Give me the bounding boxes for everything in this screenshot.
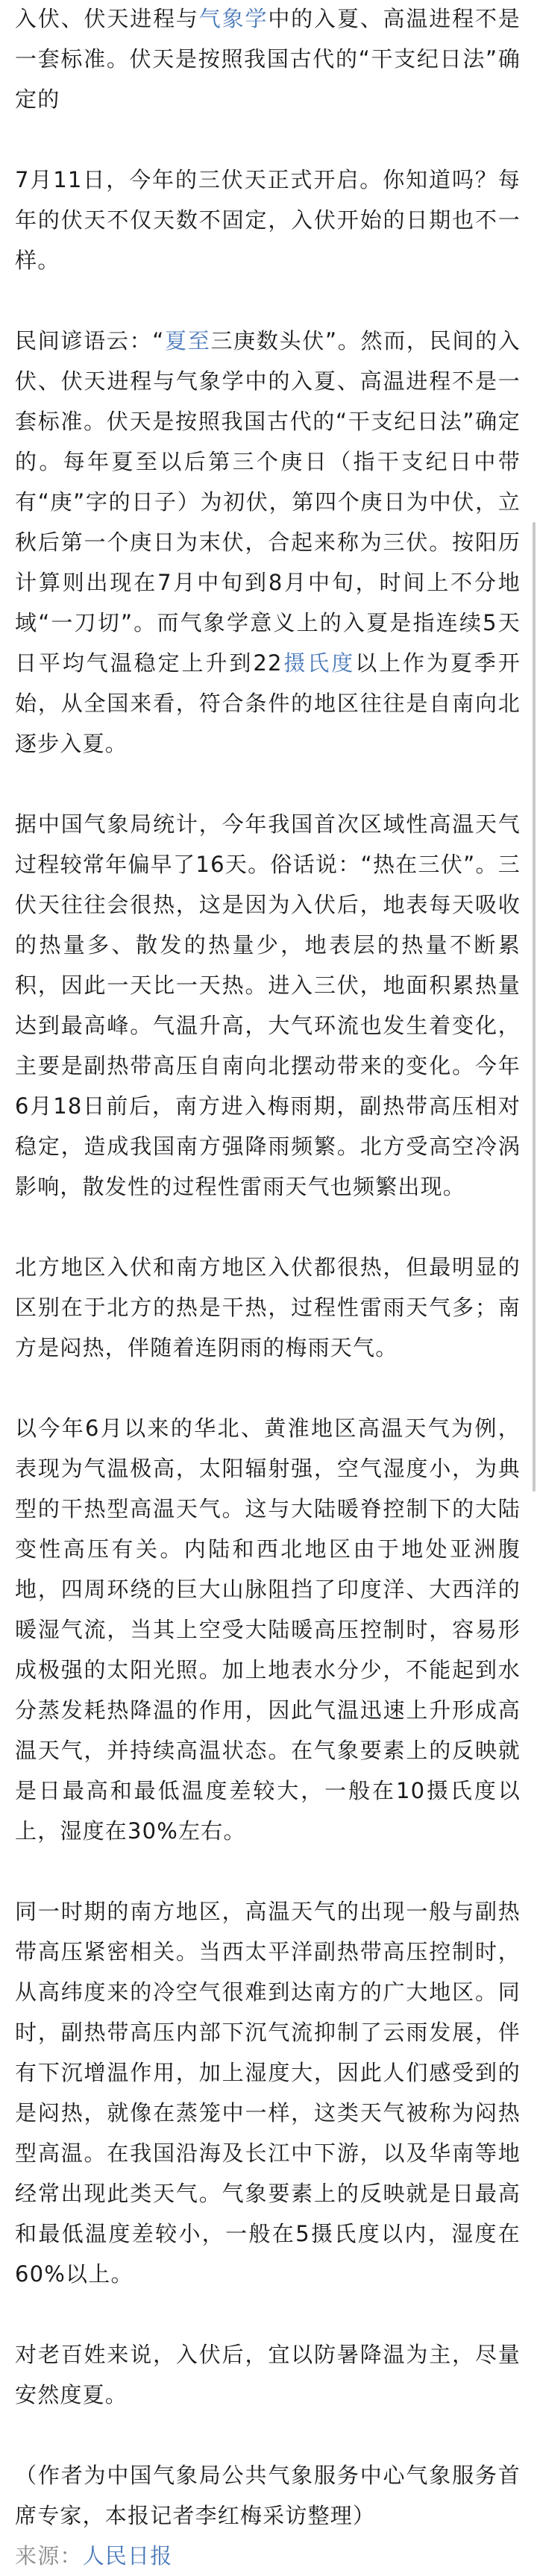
link-summer-solstice[interactable]: 夏至: [164, 328, 211, 354]
author-note: （作者为中国气象局公共气象服务中心气象服务首席专家，本报记者李红梅采访整理）: [15, 2463, 521, 2528]
source-label: 来源：: [15, 2543, 83, 2569]
source-line: [15, 2536, 521, 2576]
paragraph-1: [15, 0, 521, 119]
paragraph-8: 对老百姓来说，入伏后，宜以防暑降温为主，尽量安然度夏。: [15, 2342, 521, 2407]
link-meteorology[interactable]: 气象学: [198, 6, 268, 31]
paragraph-7: 同一时期的南方地区，高温天气的出现一般与副热带高压紧密相关。当西太平洋副热带高压控制时，从高纬度来的冷空气很难到达南方的广大地区。同时，副热带高压内部下沉气流抑制了云雨发展，伴有下沉增温作用，加上湿度大，因此人们感受到的是闷热，就像在蒸笼中一样，这类天气被称为闷热型高温。在我国沿海及长江中下游，以及华南等地经常出现此类天气。气象要素上的反映就是日最高和最低温度差较小，一般在5摄氏度以内，湿度在60%以上。: [15, 1899, 521, 2287]
paragraph-1-text-a: 入伏、伏天进程与: [15, 6, 199, 31]
scrollbar[interactable]: [533, 522, 536, 1492]
paragraph-3: [15, 321, 521, 764]
paragraph-6: 以今年6月以来的华北、黄淮地区高温天气为例，表现为气温极高，太阳辐射强，空气湿度小，为典型的干热型高温天气。这与大陆暖脊控制下的大陆变性高压有关。内陆和西北地区由于地处亚洲腹地，四周环绕的巨大山脉阻挡了印度洋、大西洋的暖湿气流，当其上空受大陆暖高压控制时，容易形成极强的太阳光照。加上地表水分少，不能起到水分蒸发耗热降温的作用，因此气温迅速上升形成高温天气，并持续高温状态。在气象要素上的反映就是日最高和最低温度差较大，一般在10摄氏度以上，湿度在30%左右。: [15, 1416, 521, 1844]
paragraph-2: 7月11日，今年的三伏天正式开启。你知道吗？每年的伏天不仅天数不固定，入伏开始的日期也不一样。: [15, 167, 521, 273]
source-link[interactable]: 人民日报: [82, 2543, 173, 2569]
paragraph-3-text-b: 三庚数头伏”。然而，民间的入伏、伏天进程与气象学中的入夏、高温进程不是一套标准。伏天是按照我国古代的“干支纪日法”确定的。每年夏至以后第三个庚日（指干支纪日中带有“庚”字的日子）为初伏，第四个庚日为中伏，立秋后第一个庚日为末伏，合起来称为三伏。按阳历计算则出现在7月中旬到8月中旬，时间上不分地域“一刀切”。而气象学意义上的入夏是指连续5天日平均气温稳定上升到22: [15, 328, 521, 676]
paragraph-3-text-a: 民间谚语云：“: [15, 328, 165, 354]
link-celsius[interactable]: 摄氏度: [282, 650, 356, 676]
paragraph-3-text-c: 以上作为夏季开始，从全国来看，符合条件的地区往往是自南向北逐步入夏。: [15, 650, 521, 756]
paragraph-4: 据中国气象局统计，今年我国首次区域性高温天气过程较常年偏早了16天。俗话说：“热在三伏”。三伏天往往会很热，这是因为入伏后，地表每天吸收的热量多、散发的热量少，地表层的热量不断累积，因此一天比一天热。进入三伏，地面积累热量达到最高峰。气温升高，大气环流也发生着变化，主要是副热带高压自南向北摆动带来的变化。今年6月18日前后，南方进入梅雨期，副热带高压相对稳定，造成我国南方强降雨频繁。北方受高空冷涡影响，散发性的过程性雷雨天气也频繁出现。: [15, 811, 521, 1199]
paragraph-5: 北方地区入伏和南方地区入伏都很热，但最明显的区别在于北方的热是干热，过程性雷雨天气多；南方是闷热，伴随着连阴雨的梅雨天气。: [15, 1254, 521, 1360]
paragraph-1-text-b: 中的入夏、高温进程不是一套标准。伏天是按照我国古代的“干支纪日法”确定的: [15, 6, 521, 112]
